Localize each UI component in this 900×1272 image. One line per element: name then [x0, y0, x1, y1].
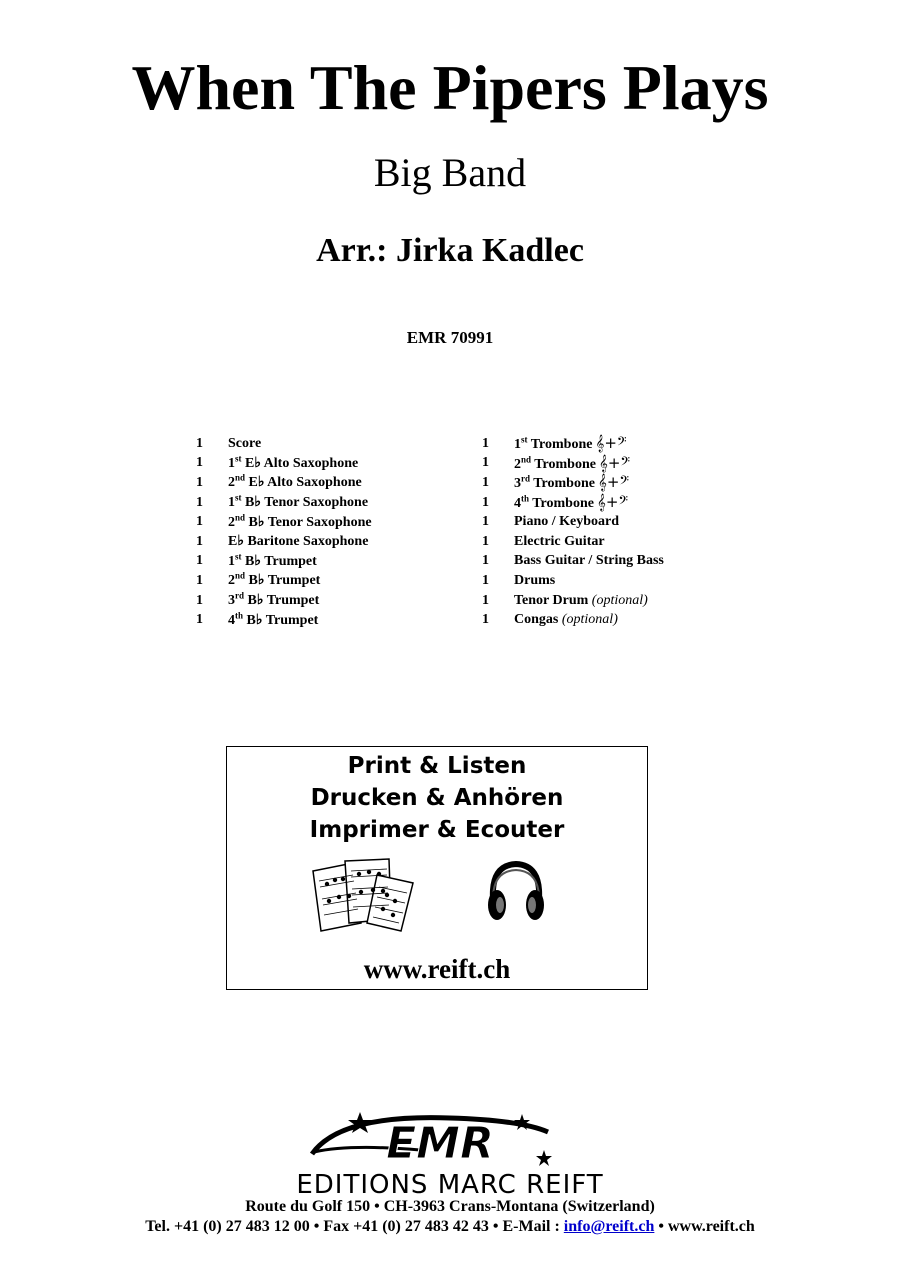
- catalog-number: EMR 70991: [406, 328, 494, 347]
- part-row: 1 1st E♭ Alto Saxophone: [196, 453, 359, 471]
- part-row: 1 E♭ Baritone Saxophone: [196, 533, 369, 550]
- arranger-credit: Arr.: Jirka Kadlec: [316, 232, 584, 269]
- part-row: 1 3rd Trombone 𝄞+𝄢: [482, 473, 630, 492]
- part-row: 1 2nd B♭ Tenor Saxophone: [196, 512, 372, 530]
- treble-bass-clef-icon: 𝄞+𝄢: [597, 473, 630, 492]
- part-row: 1 2nd E♭ Alto Saxophone: [196, 472, 362, 491]
- sheet-music-icon: [309, 857, 419, 933]
- treble-bass-clef-icon: 𝄞+𝄢: [595, 434, 627, 453]
- emr-logo: [300, 1110, 570, 1172]
- part-row: 1 2nd Trombone 𝄞+𝄢: [482, 453, 631, 472]
- part-row: 1 Bass Guitar / String Bass: [482, 553, 664, 569]
- parts-list-left: [196, 434, 476, 630]
- headphones-icon: [485, 859, 547, 925]
- part-row: 1 4th B♭ Trumpet: [196, 609, 319, 628]
- part-row: 1 1st Trombone 𝄞+𝄢: [482, 434, 627, 453]
- promo-line-french: Imprimer & Ecouter: [309, 817, 565, 843]
- print-listen-box: [226, 746, 648, 990]
- part-row: 1 Piano / Keyboard: [482, 514, 620, 530]
- parts-list-right: [482, 434, 782, 630]
- part-row: 1 2nd B♭ Trumpet: [196, 570, 321, 589]
- promo-line-german: Drucken & Anhören: [310, 785, 564, 811]
- part-row: 1 3rd B♭ Trumpet: [196, 590, 320, 609]
- part-row: 1 Electric Guitar: [482, 533, 605, 549]
- part-row: 1 Drums: [482, 572, 556, 588]
- part-row: 1 Score: [196, 435, 262, 451]
- publisher-name: EDITIONS MARC REIFT: [296, 1170, 604, 1200]
- promo-line-english: Print & Listen: [347, 753, 527, 779]
- page-title: When The Pipers Plays: [131, 52, 769, 123]
- publisher-contact: Tel. +41 (0) 27 483 12 00 • Fax +41 (0) 27 483 42 43 • E-Mail : info@reift.ch • www.reift.ch: [145, 1218, 755, 1235]
- promo-website[interactable]: www.reift.ch: [363, 954, 511, 984]
- part-row: 1 Congas (optional): [482, 612, 618, 628]
- treble-bass-clef-icon: 𝄞+𝄢: [598, 453, 631, 472]
- part-row: 1 1st B♭ Trumpet: [196, 551, 317, 569]
- publisher-address: Route du Golf 150 • CH-3963 Crans-Montana (Switzerland): [245, 1198, 655, 1215]
- logo-text: EMR: [386, 1118, 494, 1169]
- part-row: 1 1st B♭ Tenor Saxophone: [196, 492, 369, 511]
- part-row: 1 4th Trombone 𝄞+𝄢: [482, 493, 629, 512]
- ensemble-subtitle: Big Band: [373, 150, 527, 195]
- treble-bass-clef-icon: 𝄞+𝄢: [596, 493, 629, 512]
- email-link[interactable]: info@reift.ch: [563, 1218, 655, 1235]
- part-row: 1 Tenor Drum (optional): [482, 592, 648, 608]
